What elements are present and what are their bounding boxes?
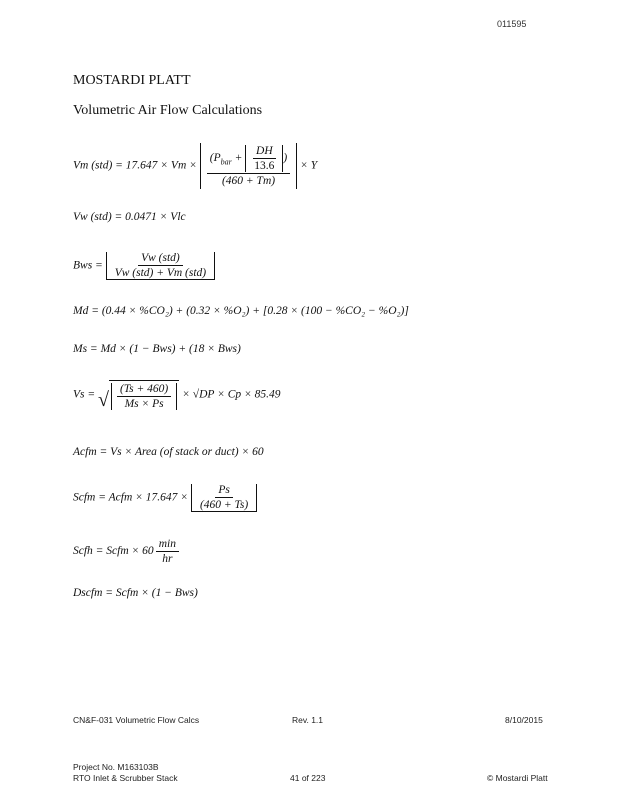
equation-bws <box>73 252 215 280</box>
vm-std-num-open: (P <box>209 152 221 165</box>
document-id: 011595 <box>497 19 527 29</box>
equation-scfm <box>73 484 257 512</box>
vm-std-num-sub: bar <box>220 157 232 167</box>
vs-lhs: Vs = <box>73 388 96 401</box>
company-name: MOSTARDI PLATT <box>73 73 191 88</box>
footer-revision: Rev. 1.1 <box>292 715 324 725</box>
equation-acfm: Acfm = Vs × Area (of stack or duct) × 60 <box>73 446 264 458</box>
vm-std-dh-num: DH <box>253 145 276 159</box>
equation-vs <box>73 380 281 410</box>
vm-std-num-close: ) <box>283 152 288 165</box>
vm-std-dh-den: 13.6 <box>254 160 275 172</box>
bws-num: Vw (std) <box>138 252 183 266</box>
scfm-bracket <box>191 484 257 512</box>
scfh-num: min <box>156 538 179 552</box>
vm-std-tail: × Y <box>300 159 318 172</box>
bws-bracket <box>106 252 215 280</box>
scfm-den: (460 + Ts) <box>199 499 249 511</box>
vs-den: Ms × Ps <box>124 398 164 410</box>
footer-location: RTO Inlet & Scrubber Stack <box>73 773 178 783</box>
footer-doc-name: CN&F-031 Volumetric Flow Calcs <box>73 715 200 725</box>
equation-vm-std <box>73 143 317 189</box>
vm-std-fraction <box>207 145 290 187</box>
footer-date: 8/10/2015 <box>505 715 543 725</box>
scfm-lhs: Scfm = Acfm × 17.647 × <box>73 491 189 504</box>
scfh-den: hr <box>162 553 173 565</box>
footer-copyright: © Mostardi Platt <box>487 773 548 783</box>
vm-std-den: (460 + Tm) <box>221 175 276 187</box>
footer-page-number: 41 of 223 <box>290 773 326 783</box>
scfh-lhs: Scfh = Scfm × 60 <box>73 545 154 558</box>
vm-std-lhs: Vm (std) = 17.647 × Vm × <box>73 159 197 172</box>
equation-md: Md = (0.44 × %CO₂) + (0.32 × %O₂) + [0.28 × (100 − %CO₂ − %O₂)] <box>73 305 409 317</box>
bws-den: Vw (std) + Vm (std) <box>114 267 207 279</box>
equation-ms: Ms = Md × (1 − Bws) + (18 × Bws) <box>73 343 241 355</box>
vm-std-num-plus: + <box>231 152 246 165</box>
vs-num: (Ts + 460) <box>117 383 171 397</box>
bws-lhs: Bws = <box>73 259 103 272</box>
scfm-num: Ps <box>215 484 233 498</box>
equation-vw-std: Vw (std) = 0.0471 × Vlc <box>73 211 186 223</box>
vm-std-bracket <box>200 143 297 189</box>
equation-scfh <box>73 538 181 565</box>
page-title: Volumetric Air Flow Calculations <box>73 103 263 118</box>
vs-sqrt: √ $\frac{(Ts + 460)}{Ms \times Ps}$ <box>98 380 179 410</box>
equation-dscfm: Dscfm = Scfm × (1 − Bws) <box>73 587 198 599</box>
vs-tail: × √DP × Cp × 85.49 <box>182 388 281 401</box>
footer-project-number: Project No. M163103B <box>73 762 159 772</box>
